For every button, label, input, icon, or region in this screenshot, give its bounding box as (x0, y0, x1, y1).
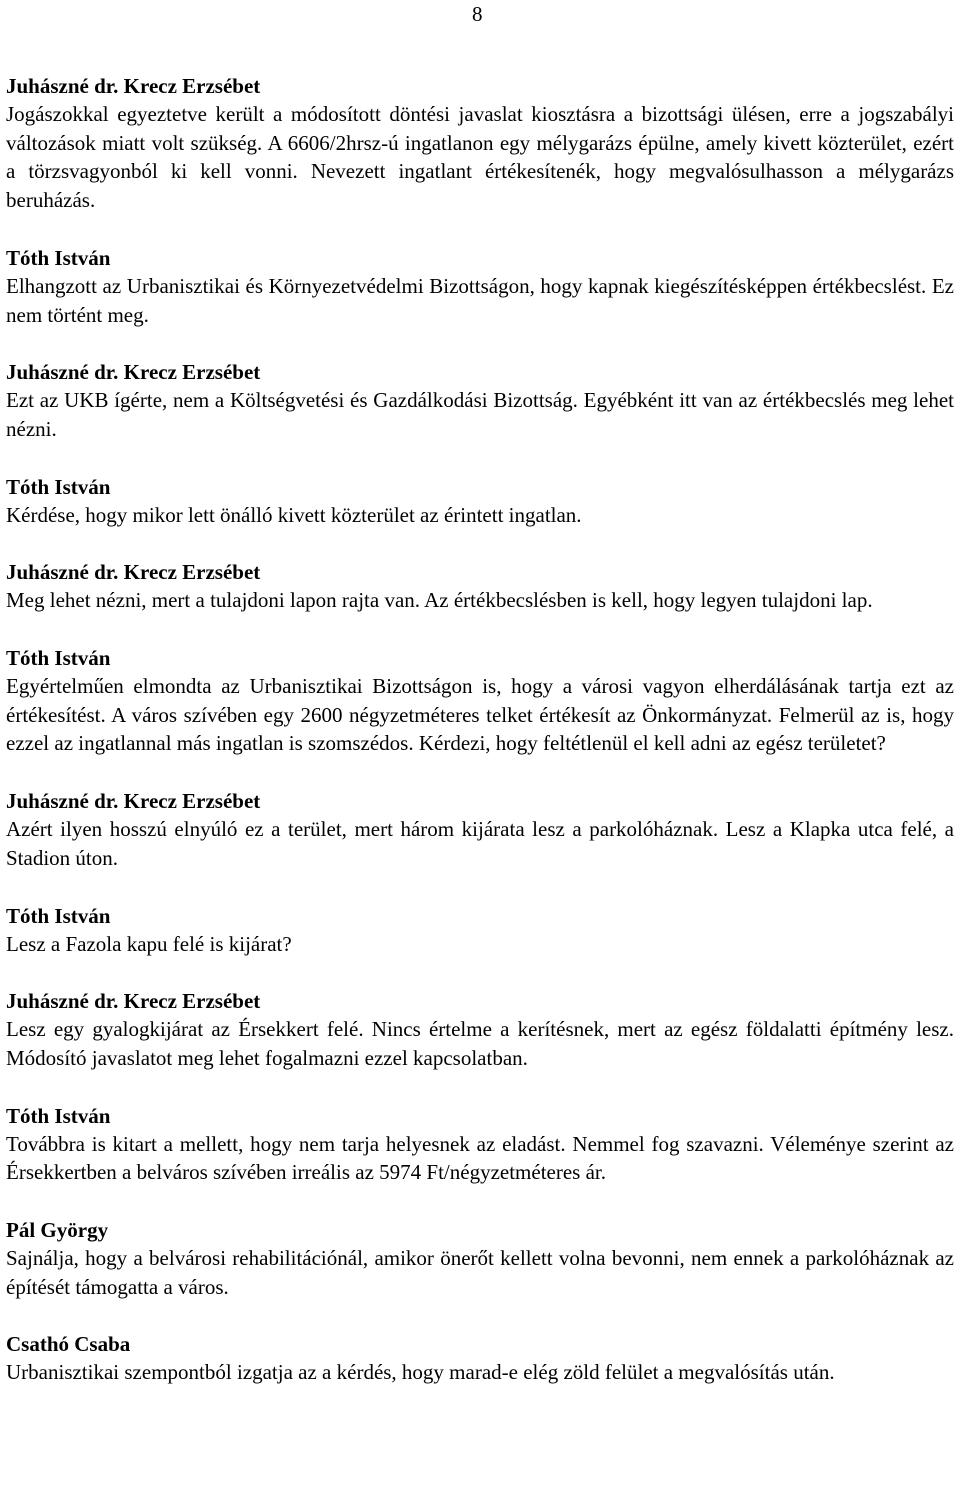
page-number: 8 (472, 2, 483, 26)
transcript-entry (6, 1330, 954, 1387)
speech-text: Urbanisztikai szempontból izgatja az a kérdés, hogy marad-e elég zöld felület a megvalósítás után. (6, 1360, 835, 1385)
speaker-name: Juhászné dr. Krecz Erzsébet (6, 560, 261, 585)
speech-text: Sajnálja, hogy a belvárosi rehabilitációnál, amikor önerőt kellett volna bevonni, nem ennek a parkolóháznak az építését támogatta a város. (6, 1246, 954, 1299)
transcript-entry (6, 987, 954, 1072)
speech-text: Kérdése, hogy mikor lett önálló kivett közterület az érintett ingatlan. (6, 502, 582, 527)
speaker-name: Juhászné dr. Krecz Erzsébet (6, 989, 261, 1014)
speaker-name: Tóth István (6, 1103, 111, 1128)
transcript-entry (6, 72, 954, 215)
speech-text: Azért ilyen hosszú elnyúló ez a terület, mert három kijárata lesz a parkolóháznak. Lesz a Klapka utca felé, a Stadion úton. (6, 817, 954, 870)
speech-text: Lesz a Fazola kapu felé is kijárat? (6, 931, 292, 956)
speaker-name: Csathó Csaba (6, 1332, 131, 1357)
transcript-entry (6, 1102, 954, 1187)
speaker-name: Juhászné dr. Krecz Erzsébet (6, 74, 261, 98)
speech-text: Elhangzott az Urbanisztikai és Környezetvédelmi Bizottságon, hogy kapnak kiegészítésképpen értékbecslést. Ez nem történt meg. (6, 273, 954, 327)
speech-text: Jogászokkal egyeztetve került a módosított döntési javaslat kiosztásra a bizottsági ülésen, erre a jogszabályi változások miatt volt szükség. A 6606/2hrsz-ú ingatlanon egy mélygarázs épülne, amely kivett közterület, ezért a törzsvagyonból ki kell vonni. Nevezett ingatlant értékesítenék, hogy megvalósulhasson a mélygarázs beruházás. (6, 102, 954, 213)
speaker-name: Tóth István (6, 474, 111, 499)
transcript-entry (6, 644, 954, 758)
speech-text: Ezt az UKB ígérte, nem a Költségvetési és Gazdálkodási Bizottság. Egyébként itt van az értékbecslés meg lehet nézni. (6, 388, 954, 441)
transcript-entry (6, 244, 954, 329)
transcript-entry (6, 1216, 954, 1301)
speech-text: Meg lehet nézni, mert a tulajdoni lapon rajta van. Az értékbecslésben is kell, hogy legyen tulajdoni lap. (6, 588, 873, 613)
transcript-entry (6, 902, 954, 959)
speech-text: Továbbra is kitart a mellett, hogy nem tarja helyesnek az eladást. Nemmel fog szavazni. Véleménye szerint az Érsekkertben a belváros szívében irreális az 5974 Ft/négyzetméteres ár. (6, 1131, 954, 1185)
transcript-entry (6, 358, 954, 443)
speech-text: Lesz egy gyalogkijárat az Érsekkert felé. Nincs értelme a kerítésnek, mert az egész földalatti építmény lesz. Módosító javaslatot meg lehet fogalmazni ezzel kapcsolatban. (6, 1017, 954, 1070)
transcript-entry (6, 787, 954, 872)
speech-text: Egyértelműen elmondta az Urbanisztikai Bizottságon is, hogy a városi vagyon elherdálásának tartja ezt az értékesítést. A város szívében egy 2600 négyzetméteres telket értékesít az Önkormányzat. Felmerül az is, hogy ezzel az ingatlannal más ingatlan is szomszédos. Kérdezi, hogy feltétlenül el kell adni az egész területet? (6, 674, 954, 756)
speaker-name: Tóth István (6, 903, 111, 928)
transcript-entry (6, 558, 954, 615)
speaker-name: Tóth István (6, 245, 111, 270)
transcript (6, 72, 954, 1416)
speaker-name: Juhászné dr. Krecz Erzsébet (6, 789, 261, 814)
speaker-name: Pál György (6, 1218, 109, 1243)
speaker-name: Tóth István (6, 646, 111, 671)
transcript-entry (6, 473, 954, 530)
speaker-name: Juhászné dr. Krecz Erzsébet (6, 360, 261, 385)
